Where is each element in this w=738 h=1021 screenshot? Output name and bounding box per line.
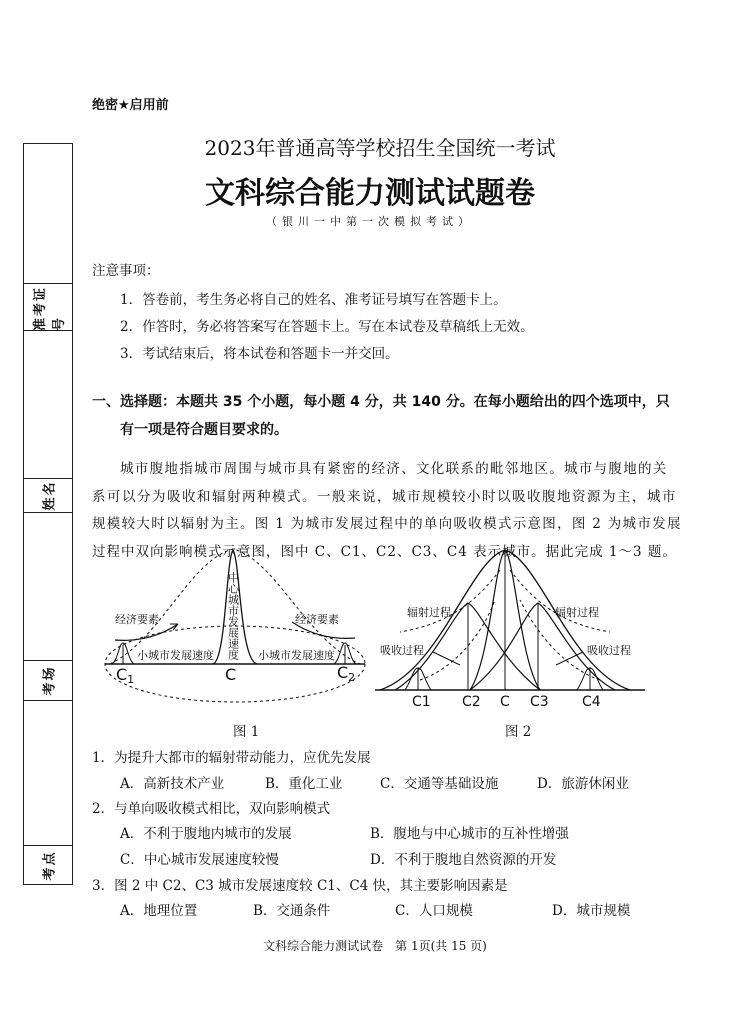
option[interactable]: A．不利于腹地内城市的发展 <box>120 826 292 842</box>
figure-2-caption: 图 2 <box>505 724 532 740</box>
option[interactable]: C．人口规模 <box>395 903 473 919</box>
paper-subtitle: （银川一中第一次模拟考试） <box>266 215 474 228</box>
page-footer: 文科综合能力测试试卷 第 1页(共 15 页) <box>263 939 487 953</box>
notice-heading: 注意事项： <box>92 263 160 279</box>
question-3-stem: 3．图 2 中 C2、C3 城市发展速度较 C1、C4 快，其主要影响因素是 <box>92 878 508 894</box>
radiate-label-left: 辐射过程 <box>407 606 451 619</box>
city-label: C2 <box>462 694 481 710</box>
city-label: C4 <box>582 694 601 710</box>
option[interactable]: B．腹地与中心城市的互补性增强 <box>370 826 569 842</box>
secret-label: 绝密★启用前 <box>92 98 169 113</box>
option[interactable]: A．高新技术产业 <box>120 776 225 792</box>
notice-item: 2．作答时，务必将答案写在答题卡上。写在本试卷及草稿纸上无效。 <box>120 319 534 335</box>
city-label: C1 <box>412 694 431 710</box>
absorb-label-right: 吸收过程 <box>587 644 631 657</box>
passage-line: 城市腹地指城市周围与城市具有紧密的经济、文化联系的毗邻地区。城市与腹地的关 <box>120 461 668 477</box>
question-1-stem: 1．为提升大都市的辐射带动能力，应优先发展 <box>92 750 371 766</box>
city-c2-label: C2 <box>337 663 356 684</box>
econ-label-right: 经济要素 <box>295 613 339 626</box>
option[interactable]: A．地理位置 <box>120 903 198 919</box>
passage-line: 规模较大时以辐射为主。图 1 为城市发展过程中的单向吸收模式示意图，图 2 为城市发展 <box>92 516 682 532</box>
paper-title: 文科综合能力测试试题卷 <box>205 176 535 211</box>
option[interactable]: B．交通条件 <box>253 903 331 919</box>
exam-room-field[interactable]: 考场 <box>24 660 72 701</box>
city-c1-label: C1 <box>116 665 135 686</box>
notice-item: 1．答卷前，考生务必将自己的姓名、准考证号填写在答题卡上。 <box>120 292 507 308</box>
small-city-label-right: 小城市发展速度 <box>258 649 335 662</box>
exam-title: 2023年普通高等学校招生全国统一考试 <box>204 136 556 160</box>
exam-id-field[interactable]: 准考证号 <box>24 283 72 331</box>
figure-1-caption: 图 1 <box>233 724 260 740</box>
option[interactable]: B．重化工业 <box>265 776 343 792</box>
passage-line: 系可以分为吸收和辐射两种模式。一般来说，城市规模较小时以吸收腹地资源为主，城市 <box>92 489 677 505</box>
notice-item: 3．考试结束后，将本试卷和答题卡一并交回。 <box>120 346 399 362</box>
exam-site-field[interactable]: 考点 <box>24 845 72 885</box>
section-heading-cont: 有一项是符合题目要求的。 <box>120 422 288 438</box>
option[interactable]: D．不利于腹地自然资源的开发 <box>370 852 557 868</box>
center-city-label: 中心城市发展速度 <box>226 572 240 660</box>
name-field[interactable]: 姓名 <box>24 478 72 513</box>
option[interactable]: C．中心城市发展速度较慢 <box>120 852 279 868</box>
section-heading: 一、选择题：本题共 35 个小题，每小题 4 分，共 140 分。在每小题给出的四个选项中，只 <box>92 394 670 410</box>
city-label: C3 <box>530 694 549 710</box>
option[interactable]: D．城市规模 <box>552 903 631 919</box>
passage-line: 过程中双向影响模式示意图，图中 C、C1、C2、C3、C4 表示城市。据此完成 1～3 题。 <box>92 544 677 560</box>
absorb-label-left: 吸收过程 <box>380 644 424 657</box>
question-2-stem: 2．与单向吸收模式相比，双向影响模式 <box>92 801 331 817</box>
econ-label-left: 经济要素 <box>115 613 159 626</box>
radiate-label-right: 辐射过程 <box>555 606 599 619</box>
option[interactable]: D．旅游休闲业 <box>537 776 629 792</box>
small-city-label-left: 小城市发展速度 <box>137 649 214 662</box>
city-label: C <box>500 694 510 710</box>
option[interactable]: C．交通等基础设施 <box>380 776 499 792</box>
city-c-label: C <box>225 665 237 684</box>
